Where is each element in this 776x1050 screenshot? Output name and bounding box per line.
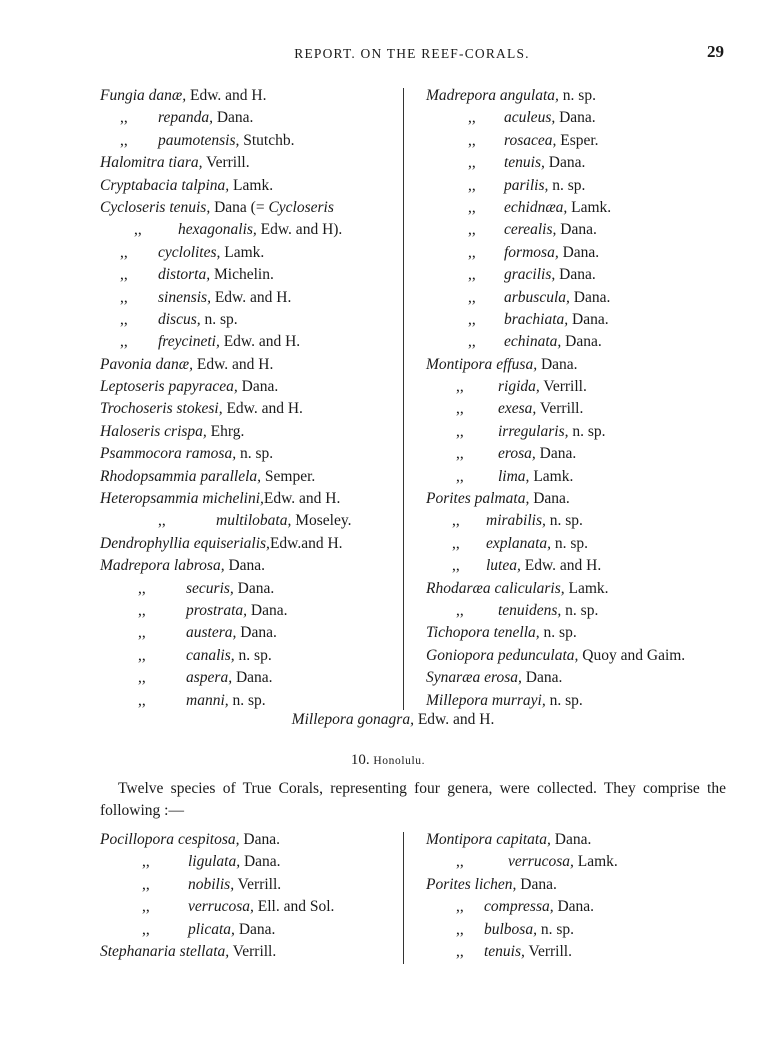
genus-name: Synaræa	[426, 669, 481, 687]
species-entry	[426, 264, 736, 286]
species-list-1-left	[100, 85, 400, 712]
species-name: erosa,	[484, 669, 522, 687]
genus-name: Montipora	[426, 355, 493, 373]
species-entry	[100, 331, 400, 353]
species-name: prostrata,	[186, 601, 248, 619]
species-name: pedunculata,	[497, 646, 579, 664]
species-entry	[426, 219, 736, 241]
authority: Dana.	[239, 831, 280, 848]
species-entry	[426, 331, 736, 353]
ditto-mark: ,,	[456, 920, 464, 938]
ditto-mark: ,,	[468, 198, 476, 216]
ditto-mark: ,,	[468, 176, 476, 194]
ditto-mark: ,,	[468, 221, 476, 239]
species-entry	[100, 533, 400, 555]
species-name: verrucosa,	[508, 853, 574, 871]
authority: Dana.	[544, 154, 586, 172]
authority: n. sp.	[551, 534, 589, 552]
authority: n. sp.	[558, 87, 596, 104]
species-name: echidnæa,	[504, 198, 568, 216]
species-name: formosa,	[504, 243, 559, 261]
genus-name: Rhodaræa	[426, 579, 491, 597]
authority: Ehrg.	[206, 422, 245, 440]
ditto-mark: ,,	[138, 624, 146, 642]
intro-paragraph: Twelve species of True Corals, representing four genera, were collected. They comprise the following :—	[100, 780, 726, 819]
genus-name: Madrepora	[426, 87, 497, 104]
species-name: talpina,	[181, 176, 230, 194]
authority: Moseley.	[291, 512, 352, 530]
ditto-mark: ,,	[468, 266, 476, 284]
page-number: 29	[707, 42, 724, 61]
authority: Dana.	[234, 920, 276, 938]
ditto-mark: ,,	[456, 601, 464, 619]
authority: Dana.	[240, 853, 281, 871]
species-name: paumotensis,	[158, 131, 240, 149]
ditto-mark: ,,	[138, 691, 146, 709]
species-name: effusa,	[496, 355, 538, 373]
authority: n. sp.	[545, 691, 583, 709]
column-divider	[403, 832, 404, 964]
species-name: freycineti,	[158, 333, 220, 351]
genus-name: Porites	[426, 875, 471, 893]
species-name: danæ,	[155, 355, 193, 373]
species-entry	[426, 645, 736, 667]
species-name: cyclolites,	[158, 243, 221, 261]
species-entry	[100, 488, 400, 510]
ditto-mark: ,,	[158, 512, 166, 530]
species-name: erosa,	[498, 445, 536, 463]
ditto-mark: ,,	[120, 243, 128, 261]
genus-name: Tichopora	[426, 624, 490, 642]
species-entry	[100, 829, 400, 851]
running-head: REPORT. ON THE REEF-CORALS.	[294, 46, 530, 61]
genus-name: Porites	[426, 490, 471, 508]
ditto-mark: ,,	[120, 288, 128, 306]
species-entry	[426, 622, 736, 644]
authority: n. sp.	[539, 624, 577, 642]
species-entry	[426, 851, 736, 873]
species-entry	[100, 309, 400, 331]
ditto-mark: ,,	[468, 288, 476, 306]
species-entry	[100, 421, 400, 443]
authority: Dana.	[212, 109, 254, 127]
species-name: tiara,	[168, 154, 203, 172]
authority: Dana.	[236, 624, 277, 642]
authority: Ell. and Sol.	[253, 898, 335, 916]
species-entry	[426, 152, 736, 174]
genus-name: Dendrophyllia	[100, 534, 190, 552]
species-name: parallela,	[200, 467, 262, 485]
species-entry	[426, 578, 736, 600]
ditto-mark: ,,	[120, 109, 128, 127]
ditto-mark: ,,	[468, 310, 476, 328]
ditto-mark: ,,	[452, 512, 460, 530]
species-entry	[426, 242, 736, 264]
authority: n. sp.	[561, 601, 599, 619]
species-name: tenuis,	[484, 942, 525, 960]
authority: Stutchb.	[239, 131, 295, 149]
authority: Lamk.	[529, 467, 574, 485]
species-name: securis,	[186, 579, 234, 597]
authority: n. sp.	[228, 691, 266, 709]
species-name: parilis,	[504, 176, 549, 194]
ditto-mark: ,,	[468, 154, 476, 172]
species-name: equiserialis,	[193, 534, 270, 552]
species-name: exesa,	[498, 400, 537, 418]
species-name: aculeus,	[504, 109, 556, 127]
genus-name: Heteropsammia	[100, 490, 199, 508]
genus-name: Halomitra	[100, 154, 165, 172]
species-entry	[426, 421, 736, 443]
species-entry	[426, 667, 736, 689]
species-name: tenella,	[493, 624, 540, 642]
ditto-mark: ,,	[456, 898, 464, 916]
ditto-mark: ,,	[452, 557, 460, 575]
genus-name: Haloseris	[100, 422, 161, 440]
column-divider	[403, 88, 404, 710]
species-entry	[426, 175, 736, 197]
species-entry	[100, 242, 400, 264]
authority: Lamk.	[564, 579, 609, 597]
ditto-mark: ,,	[138, 601, 146, 619]
ditto-mark: ,,	[456, 853, 464, 871]
species-entry	[426, 309, 736, 331]
species-entry	[426, 533, 736, 555]
species-name: cespitosa,	[177, 831, 240, 848]
authority: Edw. and H.	[219, 333, 301, 351]
authority: Verrill.	[229, 942, 277, 960]
species-entry	[426, 398, 736, 420]
authority: Edw. and H.	[263, 490, 341, 508]
species-name: multilobata,	[216, 512, 292, 530]
authority: Lamk.	[229, 176, 274, 194]
species-entry	[100, 152, 400, 174]
ditto-mark: ,,	[456, 422, 464, 440]
authority: Semper.	[261, 467, 316, 485]
species-name: irregularis,	[498, 422, 569, 440]
ditto-mark: ,,	[142, 898, 150, 916]
species-name: repanda,	[158, 109, 213, 127]
ditto-mark: ,,	[134, 221, 142, 239]
authority: Dana.	[558, 243, 600, 261]
species-entry	[100, 555, 400, 577]
authority: Dana.	[561, 333, 602, 351]
authority: Dana.	[553, 898, 595, 916]
species-entry	[426, 488, 736, 510]
species-name: plicata,	[188, 920, 235, 938]
species-name: stokesi,	[176, 400, 223, 418]
synonym-genus: Cycloseris	[268, 198, 334, 216]
species-name: rigida,	[498, 378, 540, 396]
authority: Dana.	[537, 355, 578, 373]
ditto-mark: ,,	[120, 131, 128, 149]
authority: Esper.	[556, 131, 599, 149]
genus-name: Cryptabacia	[100, 176, 178, 194]
authority: Verrill.	[539, 378, 587, 396]
species-list-2-right	[426, 829, 736, 963]
ditto-mark: ,,	[138, 646, 146, 664]
species-name: distorta,	[158, 266, 211, 284]
ditto-mark: ,,	[456, 378, 464, 396]
species-name: tenuis,	[169, 198, 211, 216]
ditto-mark: ,,	[468, 333, 476, 351]
species-name: brachiata,	[504, 310, 569, 328]
species-name: austera,	[186, 624, 237, 642]
authority: n. sp.	[234, 646, 272, 664]
species-entry	[100, 941, 400, 963]
species-name: michelini,	[202, 490, 264, 508]
genus-name: Trochoseris	[100, 400, 173, 418]
authority: n. sp.	[545, 512, 583, 530]
authority: Lamk.	[567, 198, 612, 216]
section-title: Honolulu.	[373, 755, 426, 767]
species-entry	[100, 443, 400, 465]
species-name: lima,	[498, 467, 530, 485]
species-name: ligulata,	[188, 853, 241, 871]
species-list-1-right	[426, 85, 736, 712]
species-name: discus,	[158, 310, 201, 328]
species-entry	[100, 175, 400, 197]
species-name: echinata,	[504, 333, 562, 351]
species-entry	[100, 219, 400, 241]
species-name: capitata,	[496, 831, 551, 848]
species-entry	[100, 264, 400, 286]
authority: Edw. and H.	[210, 288, 292, 306]
species-entry	[426, 510, 736, 532]
species-entry	[426, 376, 736, 398]
ditto-mark: ,,	[120, 333, 128, 351]
ditto-mark: ,,	[468, 109, 476, 127]
authority: Dana.	[237, 378, 279, 396]
species-name: danæ,	[148, 87, 187, 104]
species-entry	[100, 354, 400, 376]
authority: Lamk.	[573, 853, 618, 871]
species-entry	[100, 287, 400, 309]
ditto-mark: ,,	[468, 131, 476, 149]
species-name: cerealis,	[504, 221, 557, 239]
species-entry	[100, 510, 400, 532]
authority: Dana.	[535, 445, 577, 463]
species-entry	[100, 919, 400, 941]
genus-name: Rhodopsammia	[100, 467, 197, 485]
species-entry	[100, 578, 400, 600]
species-name: labrosa,	[173, 557, 225, 575]
genus-name: Madrepora	[100, 557, 171, 575]
species-name: nobilis,	[188, 875, 235, 893]
species-name: gracilis,	[504, 266, 556, 284]
species-entry	[426, 600, 736, 622]
authority: n. sp.	[236, 445, 274, 463]
species-name: explanata,	[486, 534, 551, 552]
species-name: papyracea,	[168, 378, 238, 396]
authority: Verrill.	[202, 154, 250, 172]
genus-name: Psammocora	[100, 445, 182, 463]
species-entry	[100, 197, 400, 219]
authority: n. sp.	[200, 310, 238, 328]
final-genus: Millepora	[291, 711, 354, 728]
authority: Verrill.	[234, 875, 282, 893]
authority: Edw. and H.	[193, 355, 274, 373]
species-name: palmata,	[474, 490, 530, 508]
authority: Dana.	[568, 310, 609, 328]
genus-name: Stephanaria	[100, 942, 176, 960]
authority: Edw. and H.	[520, 557, 602, 575]
authority: Dana (=	[210, 198, 269, 216]
authority: Dana.	[555, 109, 596, 127]
species-entry	[426, 829, 736, 851]
species-name: verrucosa,	[188, 898, 254, 916]
genus-name: Pavonia	[100, 355, 152, 373]
species-list-2-left	[100, 829, 400, 963]
species-entry	[100, 600, 400, 622]
species-entry	[100, 622, 400, 644]
authority: Dana.	[224, 557, 266, 575]
species-name: angulata,	[499, 87, 559, 104]
species-name: sinensis,	[158, 288, 211, 306]
species-name: manni,	[186, 691, 229, 709]
authority: Dana.	[529, 490, 570, 508]
ditto-mark: ,,	[142, 875, 150, 893]
species-entry	[426, 130, 736, 152]
authority: Verrill.	[536, 400, 584, 418]
species-entry	[426, 941, 736, 963]
authority: Edw. and H.	[222, 400, 303, 418]
final-species-entry	[0, 709, 776, 731]
species-name: tenuis,	[504, 154, 545, 172]
species-entry	[426, 85, 736, 107]
species-entry	[100, 130, 400, 152]
species-name: rosacea,	[504, 131, 557, 149]
ditto-mark: ,,	[452, 534, 460, 552]
species-entry	[426, 919, 736, 941]
species-name: murrayi,	[491, 691, 546, 709]
genus-name: Montipora	[426, 831, 493, 848]
genus-name: Millepora	[426, 691, 488, 709]
ditto-mark: ,,	[468, 243, 476, 261]
ditto-mark: ,,	[456, 467, 464, 485]
species-entry	[426, 107, 736, 129]
genus-name: Leptoseris	[100, 378, 165, 396]
species-entry	[100, 851, 400, 873]
page-header	[100, 42, 724, 70]
authority: Dana.	[232, 669, 273, 687]
species-entry	[426, 287, 736, 309]
authority: Edw. and H.	[186, 87, 267, 104]
genus-name: Cycloseris	[100, 198, 166, 216]
species-entry	[426, 466, 736, 488]
ditto-mark: ,,	[456, 445, 464, 463]
species-entry	[426, 197, 736, 219]
species-name: calicularis,	[494, 579, 565, 597]
species-entry	[100, 466, 400, 488]
species-name: arbuscula,	[504, 288, 570, 306]
final-authority: Edw. and H.	[413, 711, 495, 728]
species-name: crispa,	[164, 422, 207, 440]
ditto-mark: ,,	[138, 579, 146, 597]
ditto-mark: ,,	[120, 266, 128, 284]
authority: n. sp.	[568, 422, 606, 440]
authority: Edw.and H.	[269, 534, 343, 552]
authority: Dana.	[555, 266, 596, 284]
species-entry	[100, 874, 400, 896]
genus-name: Pocillopora	[100, 831, 175, 848]
ditto-mark: ,,	[456, 942, 464, 960]
species-entry	[426, 443, 736, 465]
final-species: gonagra,	[357, 711, 414, 728]
species-name: hexagonalis,	[178, 221, 257, 239]
genus-name: Goniopora	[426, 646, 495, 664]
authority: Dana.	[550, 831, 592, 848]
authority: Dana.	[569, 288, 611, 306]
species-entry	[426, 896, 736, 918]
genus-name: Fungia	[100, 87, 145, 104]
authority: Dana.	[521, 669, 563, 687]
species-entry	[100, 398, 400, 420]
species-name: stellata,	[179, 942, 230, 960]
species-entry	[426, 874, 736, 896]
authority: Edw. and H).	[256, 221, 343, 239]
ditto-mark: ,,	[142, 853, 150, 871]
species-name: canalis,	[186, 646, 235, 664]
species-name: tenuidens,	[498, 601, 562, 619]
species-name: lichen,	[474, 875, 517, 893]
species-name: bulbosa,	[484, 920, 537, 938]
species-name: lutea,	[486, 557, 521, 575]
ditto-mark: ,,	[120, 310, 128, 328]
authority: Lamk.	[220, 243, 265, 261]
species-entry	[426, 555, 736, 577]
authority: Dana.	[516, 875, 557, 893]
section-number: 10.	[350, 752, 370, 768]
authority: Dana.	[556, 221, 597, 239]
species-name: compressa,	[484, 898, 554, 916]
species-entry	[100, 667, 400, 689]
species-entry	[100, 376, 400, 398]
species-entry	[100, 107, 400, 129]
ditto-mark: ,,	[456, 400, 464, 418]
authority: Dana.	[247, 601, 288, 619]
authority: Dana.	[233, 579, 275, 597]
species-name: ramosa,	[185, 445, 237, 463]
authority: n. sp.	[536, 920, 575, 938]
section-heading	[0, 752, 776, 769]
species-entry	[100, 85, 400, 107]
authority: Quoy and Gaim.	[578, 646, 686, 664]
species-name: mirabilis,	[486, 512, 546, 530]
species-entry	[100, 896, 400, 918]
species-entry	[100, 645, 400, 667]
authority: Verrill.	[524, 942, 572, 960]
ditto-mark: ,,	[142, 920, 150, 938]
authority: n. sp.	[548, 176, 586, 194]
species-entry	[426, 354, 736, 376]
species-name: aspera,	[186, 669, 233, 687]
authority: Michelin.	[210, 266, 274, 284]
ditto-mark: ,,	[138, 669, 146, 687]
